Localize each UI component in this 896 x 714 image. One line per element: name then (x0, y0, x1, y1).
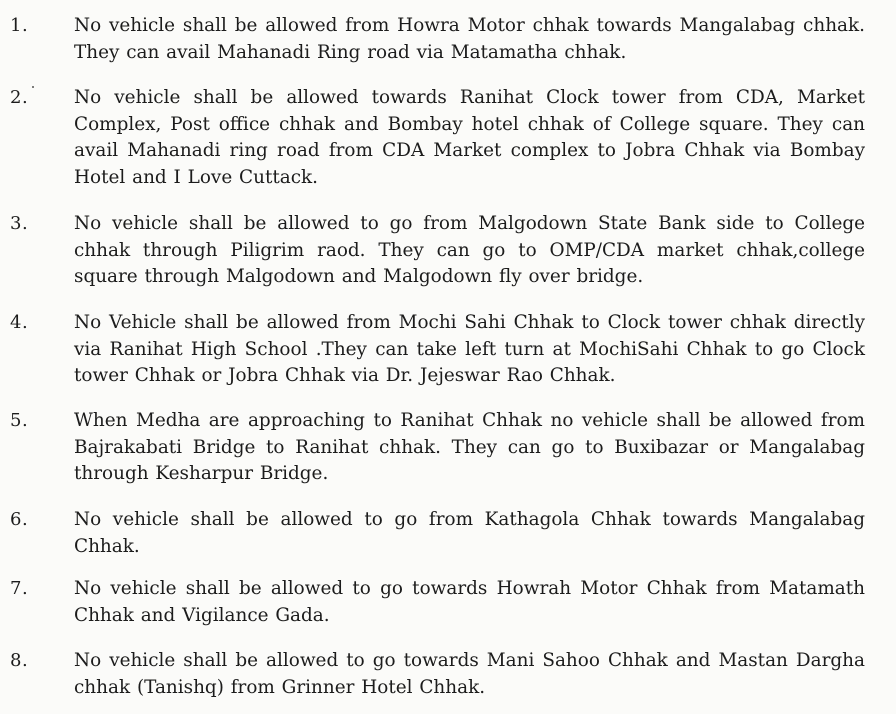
item-text: No vehicle shall be allowed towards Ranihat Clock tower from CDA, Market Complex, Post office chhak and Bombay hotel chhak of College square. They can avail Mahanadi ring road from CDA Market complex to Jobra Chhak via Bombay Hotel and I Love Cuttack. (74, 87, 865, 188)
item-text: No vehicle shall be allowed to go towards Howrah Motor Chhak from Matamath Chhak and Vigilance Gada. (74, 578, 865, 626)
item-text: No vehicle shall be allowed from Howra Motor chhak towards Mangalabag chhak. They can avail Mahanadi Ring road via Matamatha chhak. (74, 15, 865, 63)
item-number: 7. (10, 578, 29, 599)
item-number: 6. (10, 509, 29, 530)
item-text: No vehicle shall be allowed to go towards Mani Sahoo Chhak and Mastan Dargha chhak (Tanishq) from Grinner Hotel Chhak. (74, 650, 865, 698)
item-number: 2. (10, 87, 29, 108)
item-number: 4. (10, 312, 29, 333)
item-number: 8. (10, 650, 29, 671)
item-text: No vehicle shall be allowed to go from Malgodown State Bank side to College chhak through Piligrim raod. They can go to OMP/CDA market chhak,college square through Malgodown and Malgodown fly over bridge. (74, 213, 865, 287)
item-number: 1. (10, 15, 29, 36)
item-number: 5. (10, 410, 29, 431)
item-text: When Medha are approaching to Ranihat Chhak no vehicle shall be allowed from Bajrakabati Bridge to Ranihat chhak. They can go to Buxibazar or Mangalabag through Kesharpur Bridge. (74, 410, 865, 484)
item-text: No vehicle shall be allowed to go from Kathagola Chhak towards Mangalabag Chhak. (74, 509, 865, 557)
item-text: No Vehicle shall be allowed from Mochi Sahi Chhak to Clock tower chhak directly via Ranihat High School .They can take left turn at MochiSahi Chhak to go Clock tower Chhak or Jobra Chhak via Dr. Jejeswar Rao Chhak. (74, 312, 865, 386)
item-number: 3. (10, 213, 29, 234)
